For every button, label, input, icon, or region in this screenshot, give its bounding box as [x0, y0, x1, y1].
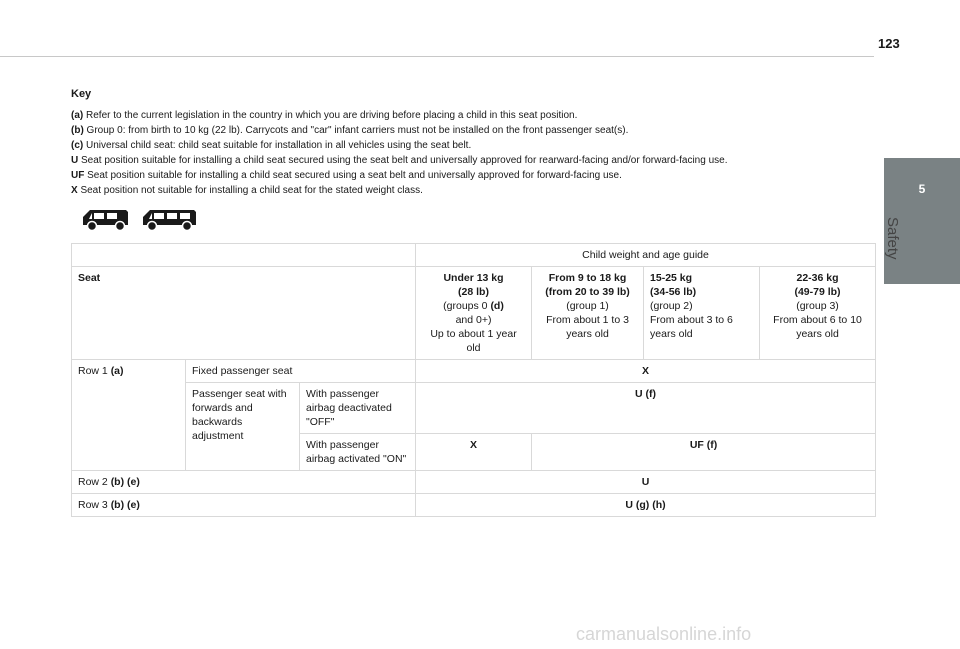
- group-1-cell: [532, 267, 644, 360]
- page-number: 123: [878, 36, 900, 51]
- group-age: From about 6 to 10: [773, 314, 862, 326]
- group-3-cell: [760, 267, 876, 360]
- legend-code: U: [71, 154, 79, 166]
- fixed-seat-value: X: [416, 360, 876, 383]
- legend-code: UF: [71, 169, 85, 181]
- table-header-row: [72, 244, 876, 267]
- legend-code: X: [71, 184, 78, 196]
- legend-text: Refer to the current legislation in the country in which you are driving before placing a child in this seat position.: [83, 110, 578, 121]
- row3-row: [72, 494, 876, 517]
- group-age: Up to about 1 year: [430, 328, 517, 340]
- row1-label: [72, 360, 186, 471]
- group-weight-lb: (from 20 to 39 lb): [545, 286, 630, 298]
- legend-text: Seat position suitable for installing a child seat secured using the seat belt and universally approved for rearward-facing and/or forward-facing use.: [78, 154, 728, 166]
- group-weight: Under 13 kg: [443, 272, 504, 284]
- group-weight: 22-36 kg: [796, 272, 839, 284]
- airbag-on-other-value: UF (f): [532, 434, 876, 471]
- table-groups-row: [72, 267, 876, 360]
- header-divider: [0, 56, 874, 57]
- airbag-off-value: U (f): [416, 383, 876, 434]
- legend-text: Seat position suitable for installing a child seat secured using a seat belt and universally approved for forward-facing use.: [84, 169, 622, 181]
- van-long-icon: [140, 208, 198, 232]
- group-age: From about 3 to 6: [650, 314, 733, 326]
- group-2-cell: [644, 267, 760, 360]
- row-label: Row 2: [78, 476, 111, 488]
- group-weight-lb: (49-79 lb): [794, 286, 841, 298]
- group-weight: From 9 to 18 kg: [548, 272, 627, 284]
- weight-guide-header: Child weight and age guide: [416, 244, 876, 267]
- group-0-cell: [416, 267, 532, 360]
- row-label: Row 3: [78, 499, 111, 511]
- fixed-seat-label: Fixed passenger seat: [186, 360, 416, 383]
- group-weight: 15-25 kg: [650, 272, 693, 284]
- group-label: (group 1): [566, 300, 609, 312]
- row3-label: [72, 494, 416, 517]
- group-age-cont: years old: [650, 328, 693, 340]
- legend-item: [71, 154, 871, 169]
- row1-airbag-off-row: [72, 383, 876, 434]
- group-age-cont: old: [466, 342, 481, 354]
- row-note: (b) (e): [110, 499, 140, 511]
- row-label: Row 1: [78, 365, 111, 377]
- legend-item: [71, 124, 871, 139]
- legend-code: (a): [71, 110, 84, 121]
- group-weight-lb: (34-56 lb): [650, 286, 697, 298]
- airbag-off-label: With passenger airbag deactivated "OFF": [300, 383, 416, 434]
- group-label: (group 3): [796, 300, 839, 312]
- group-number: (groups 0: [443, 300, 491, 312]
- group-age: From about 1 to 3: [546, 314, 629, 326]
- adjustable-seat-label: Passenger seat with forwards and backwards adjustment: [186, 383, 300, 471]
- group-note: (d): [490, 300, 504, 312]
- chapter-number: 5: [918, 182, 926, 196]
- row2-row: [72, 471, 876, 494]
- airbag-on-group0-value: X: [416, 434, 532, 471]
- group-label: (group 2): [650, 300, 693, 312]
- legend-code: (c): [71, 139, 84, 151]
- legend-text: Seat position not suitable for installing a child seat for the stated weight class.: [77, 184, 423, 196]
- key-legend: [71, 109, 871, 198]
- airbag-on-label: With passenger airbag activated "ON": [300, 434, 416, 471]
- group-weight-lb: (28 lb): [458, 286, 489, 298]
- group-label: [422, 299, 525, 313]
- key-heading: Key: [71, 88, 92, 100]
- empty-header-cell: [72, 244, 416, 267]
- seat-header: Seat: [72, 267, 416, 360]
- legend-code: (b): [71, 124, 84, 136]
- row2-value: U: [416, 471, 876, 494]
- row1-fixed-row: [72, 360, 876, 383]
- legend-item: [71, 184, 871, 199]
- legend-item: [71, 139, 871, 154]
- row3-value: U (g) (h): [416, 494, 876, 517]
- child-seat-table: [71, 243, 876, 517]
- row-note: (b) (e): [110, 476, 140, 488]
- legend-item: [71, 169, 871, 184]
- row-note: (a): [110, 365, 124, 377]
- legend-text: Universal child seat: child seat suitable for installation in all vehicles using the seat belt.: [83, 139, 472, 151]
- watermark: carmanualsonline.info: [576, 624, 752, 644]
- group-age-cont: years old: [566, 328, 609, 340]
- legend-item: [71, 109, 871, 124]
- chapter-label: Safety: [884, 217, 901, 260]
- van-short-icon: [80, 208, 130, 232]
- group-label-cont: and 0+): [455, 314, 492, 326]
- legend-text: Group 0: from birth to 10 kg (22 lb). Carrycots and "car" infant carriers must not be installed on the front passenger seat(s).: [83, 124, 629, 136]
- row2-label: [72, 471, 416, 494]
- group-age-cont: years old: [796, 328, 839, 340]
